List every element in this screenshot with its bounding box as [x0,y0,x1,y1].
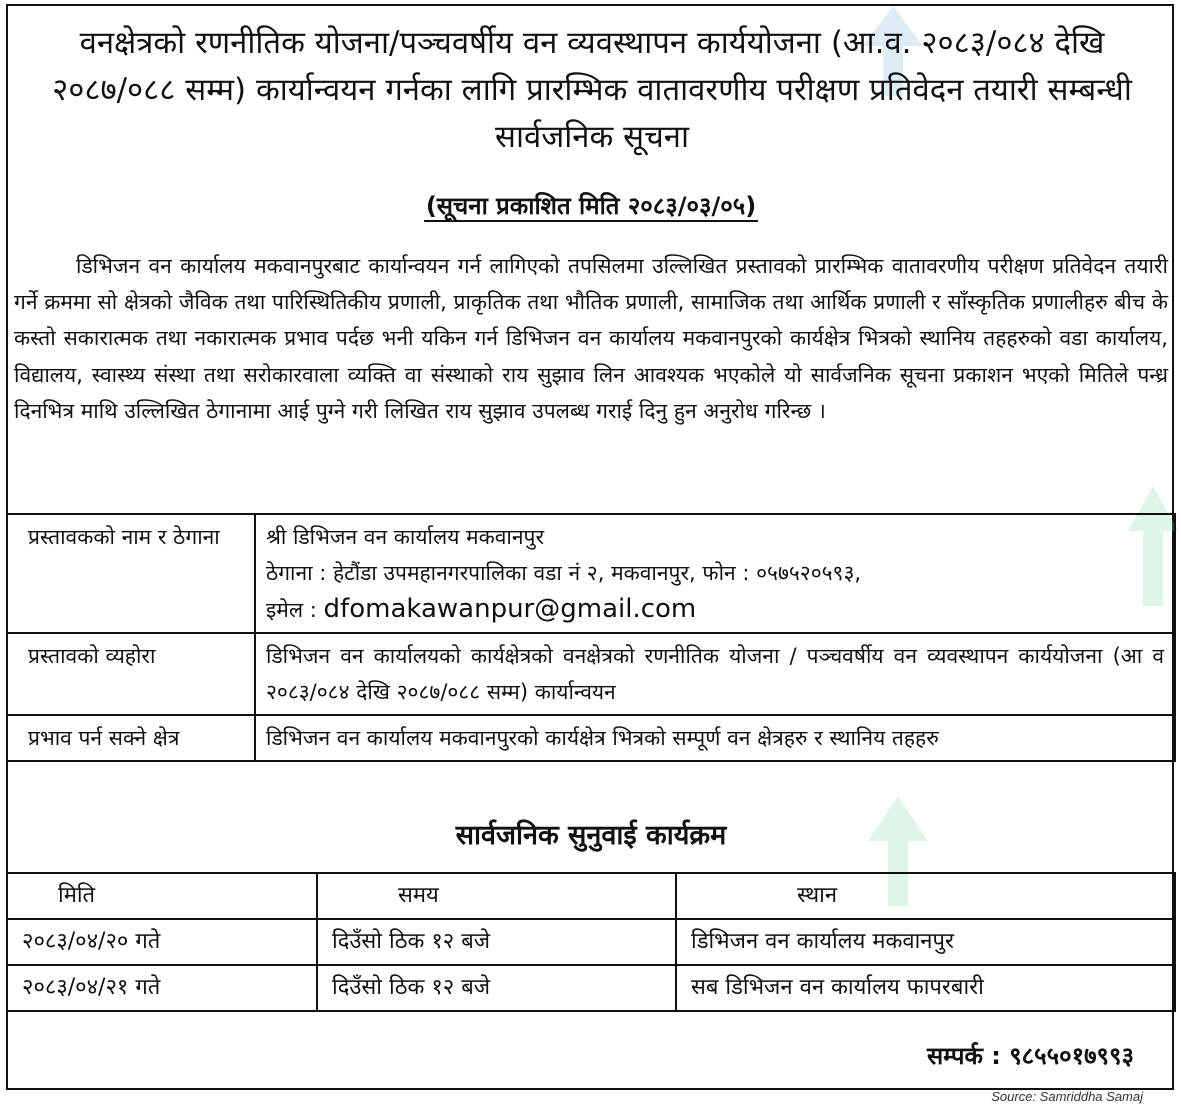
proponent-value [255,514,1175,633]
proponent-address: ठेगाना : हेटौंडा उपमहानगरपालिका वडा नं २, मकवानपुर, फोन : ०५७५२०५९३, [266,561,862,585]
header-time: समय [317,873,676,919]
row-time: दिउँसो ठिक १२ बजे [317,919,676,965]
proponent-label: प्रस्तावकको नाम र ठेगाना [7,514,255,633]
proponent-name: श्री डिभिजन वन कार्यालय मकवानपुर [266,525,545,549]
table-row [7,715,1175,761]
proposal-details-table [6,513,1176,762]
table-row [7,633,1175,715]
published-date-text: (सूचना प्रकाशित मिति २०८३/०३/०५) [425,192,757,220]
impact-value: डिभिजन वन कार्यालय मकवानपुरको कार्यक्षेत्र भित्रको सम्पूर्ण वन क्षेत्रहरु र स्थानिय तहहरु [255,715,1175,761]
source-credit: Source: Samriddha Samaj [991,1089,1143,1104]
proposal-value: डिभिजन वन कार्यालयको कार्यक्षेत्रको वनक्षेत्रको रणनीतिक योजना / पञ्चवर्षीय वन व्यवस्थापन कार्ययोजना (आ व २०८३/०८४ देखि २०८७/०८८ सम्म) कार्यान्वयन [255,633,1175,715]
header-venue: स्थान [676,873,1175,919]
row-date: २०८३/०४/२० गते [7,919,317,965]
proposal-label: प्रस्तावको व्यहोरा [7,633,255,715]
notice-body: डिभिजन वन कार्यालय मकवानपुरबाट कार्यान्वयन गर्न लागिएको तपसिलमा उल्लिखित प्रस्तावको प्रारम्भिक वातावरणीय परीक्षण प्रतिवेदन तयारी गर्ने क्रममा सो क्षेत्रको जैविक तथा पारिस्थितिकीय प्रणाली, प्राकृतिक तथा भौतिक प्रणाली, सामाजिक तथा आर्थिक प्रणाली र साँस्कृतिक प्रणालीहरु बीच के कस्तो सकारात्मक तथा नकारात्मक प्रभाव पर्दछ भनी यकिन गर्न डिभिजन वन कार्यालय मकवानपुरको कार्यक्षेत्र भित्रको स्थानिय तहहरुको वडा कार्यालय, विद्यालय, स्वास्थ्य संस्था तथा सरोकारवाला व्यक्ति वा संस्थाको राय सुझाव लिन आवश्यक भएकोले यो सार्वजनिक सूचना प्रकाशन भएको मितिले पन्ध्र दिनभित्र माथि उल्लिखित ठेगानामा आई पुग्ने गरी लिखित राय सुझाव उपलब्ध गराई दिनु हुन अनुरोध गरिन्छ । [14,254,1168,423]
email-link[interactable]: dfomakawanpur@gmail.com [323,594,697,624]
table-row [7,919,1175,965]
email-label: इमेल : [266,598,317,622]
table-row [7,514,1175,633]
email-line [266,591,1164,628]
row-time: दिउँसो ठिक १२ बजे [317,965,676,1011]
contact-phone: सम्पर्क : ९८५५०१७९९३ [926,1042,1134,1070]
table-row [7,965,1175,1011]
notice-title: वनक्षेत्रको रणनीतिक योजना/पञ्चवर्षीय वन व्यवस्थापन कार्ययोजना (आ.व. २०८३/०८४ देखि २०८७/०८८ सम्म) कार्यान्वयन गर्नका लागि प्रारम्भिक वातावरणीय परीक्षण प्रतिवेदन तयारी सम्बन्धी सार्वजनिक सूचना [52,25,1132,155]
row-date: २०८३/०४/२१ गते [7,965,317,1011]
hearing-title: सार्वजनिक सुनुवाई कार्यक्रम [455,820,727,851]
hearing-schedule-table [6,872,1176,1012]
row-venue: डिभिजन वन कार्यालय मकवानपुर [676,919,1175,965]
notice-document [6,4,1174,1090]
published-date [8,186,1174,226]
table-header-row [7,873,1175,919]
header-date: मिति [7,873,317,919]
impact-label: प्रभाव पर्न सक्ने क्षेत्र [7,715,255,761]
row-venue: सब डिभिजन वन कार्यालय फापरबारी [676,965,1175,1011]
